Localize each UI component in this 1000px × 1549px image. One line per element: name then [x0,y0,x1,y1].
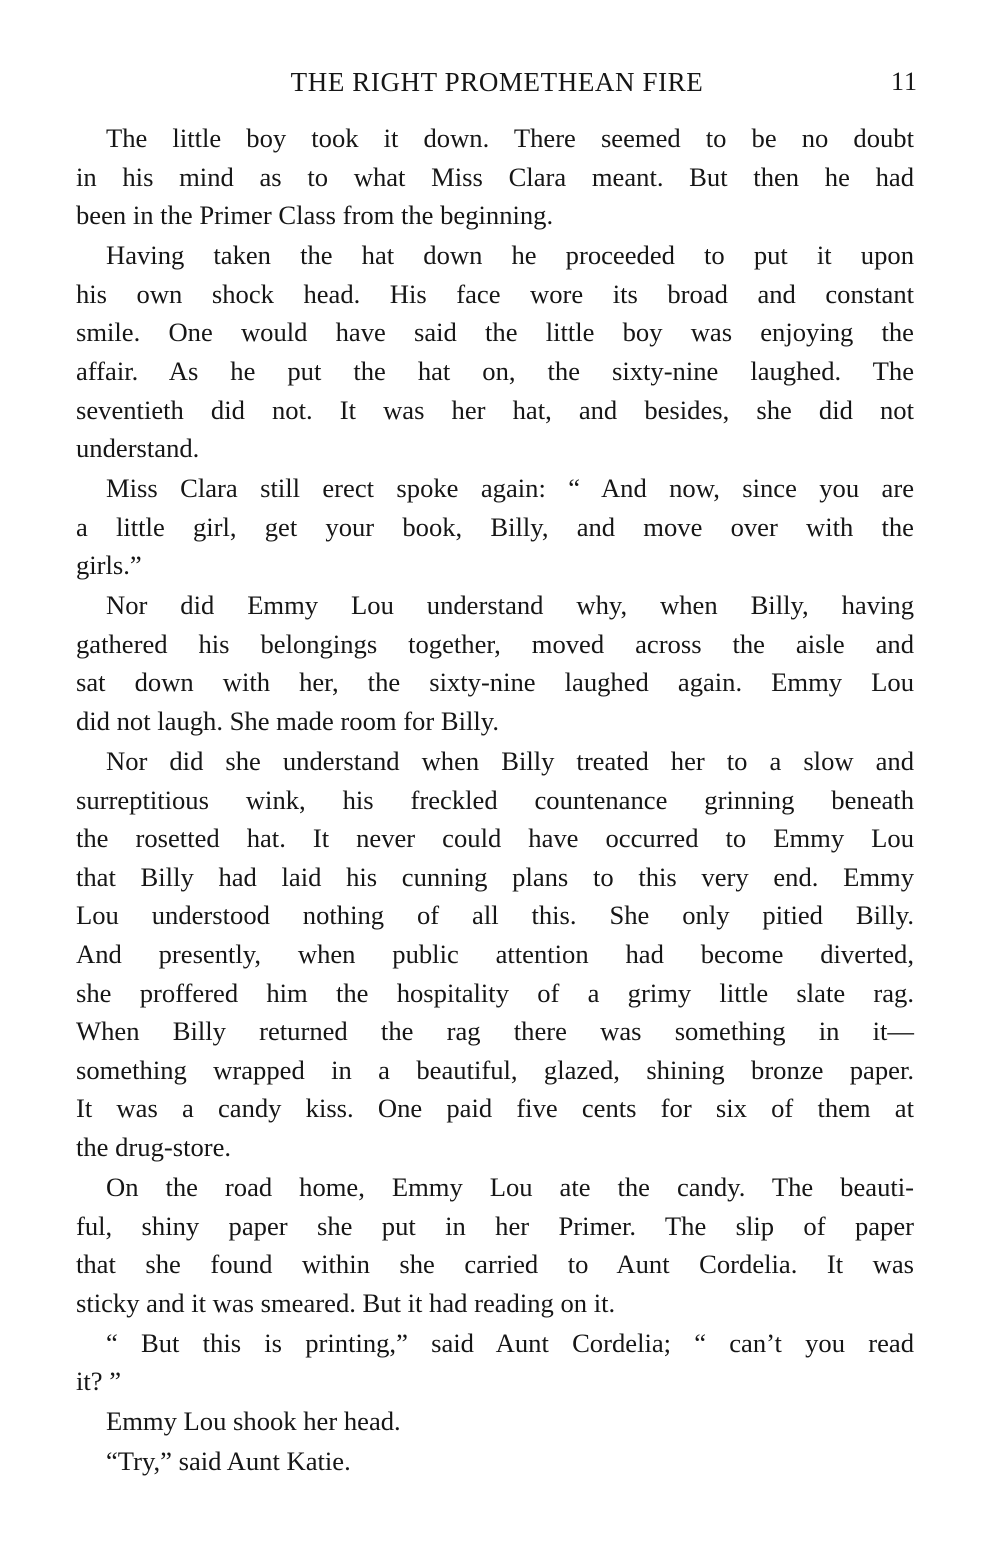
text-line: Having taken the hat down he proceeded to put it upon [106,240,914,271]
page-number: 11 [890,67,918,96]
paragraph [76,586,914,740]
text-line: his own shock head. His face wore its broad and constant [76,278,914,309]
paragraph [76,236,914,468]
text-line: surreptitious wink, his freckled countenance grinning beneath [76,784,914,815]
text-line: Nor did Emmy Lou understand why, when Billy, having [106,590,914,621]
text-line: Lou understood nothing of all this. She only pitied Billy. [76,900,914,931]
text-line: Nor did she understand when Billy treated her to a slow and [106,746,914,777]
text-line: On the road home, Emmy Lou ate the candy. The beauti- [106,1171,914,1202]
paragraph [76,742,914,1167]
text-line: When Billy returned the rag there was something in it— [76,1016,914,1047]
text-line: smile. One would have said the little boy was enjoying the [76,317,914,348]
text-line: been in the Primer Class from the beginning. [76,200,554,231]
text-line: the rosetted hat. It never could have occurred to Emmy Lou [76,823,914,854]
text-line: seventieth did not. It was her hat, and besides, she did not [76,394,914,425]
text-line: did not laugh. She made room for Billy. [76,706,499,737]
text-line: It was a candy kiss. One paid five cents for six of them at [76,1093,914,1124]
text-line: the drug-store. [76,1132,232,1162]
running-head [76,62,918,102]
paragraph [76,119,914,235]
text-line: ful, shiny paper she put in her Primer. The slip of paper [76,1210,914,1241]
text-line: The little boy took it down. There seemed to be no doubt [106,123,914,153]
paragraph [76,1442,914,1481]
text-line: she proffered him the hospitality of a grimy little slate rag. [76,977,914,1008]
text-line: sat down with her, the sixty-nine laughed again. Emmy Lou [76,667,914,698]
chapter-title: THE RIGHT PROMETHEAN FIRE [290,67,704,97]
paragraph [76,1402,914,1441]
text-line: that she found within she carried to Aunt Cordelia. It was [76,1249,914,1280]
text-line: a little girl, get your book, Billy, and move over with the [76,511,914,542]
body-text [76,119,914,1481]
text-line: Emmy Lou shook her head. [106,1406,401,1437]
text-line: sticky and it was smeared. But it had reading on it. [76,1287,616,1318]
paragraph [76,1168,914,1322]
paragraph [76,1324,914,1401]
text-line: in his mind as to what Miss Clara meant. But then he had [76,161,914,192]
text-line: “Try,” said Aunt Katie. [106,1446,351,1477]
text-line: something wrapped in a beautiful, glazed, shining bronze paper. [76,1054,914,1085]
text-line: it? ” [76,1366,122,1397]
text-line: And presently, when public attention had become diverted, [76,939,914,970]
paragraph [76,469,914,585]
text-line: that Billy had laid his cunning plans to this very end. Emmy [76,861,914,892]
text-line: Miss Clara still erect spoke again: “ And now, since you are [106,473,914,504]
text-line: understand. [76,433,200,464]
text-line: girls.” [76,550,142,581]
text-line: “ But this is printing,” said Aunt Cordelia; “ can’t you read [106,1327,914,1358]
text-line: gathered his belongings together, moved across the aisle and [76,628,914,659]
text-line: affair. As he put the hat on, the sixty-nine laughed. The [76,355,914,386]
